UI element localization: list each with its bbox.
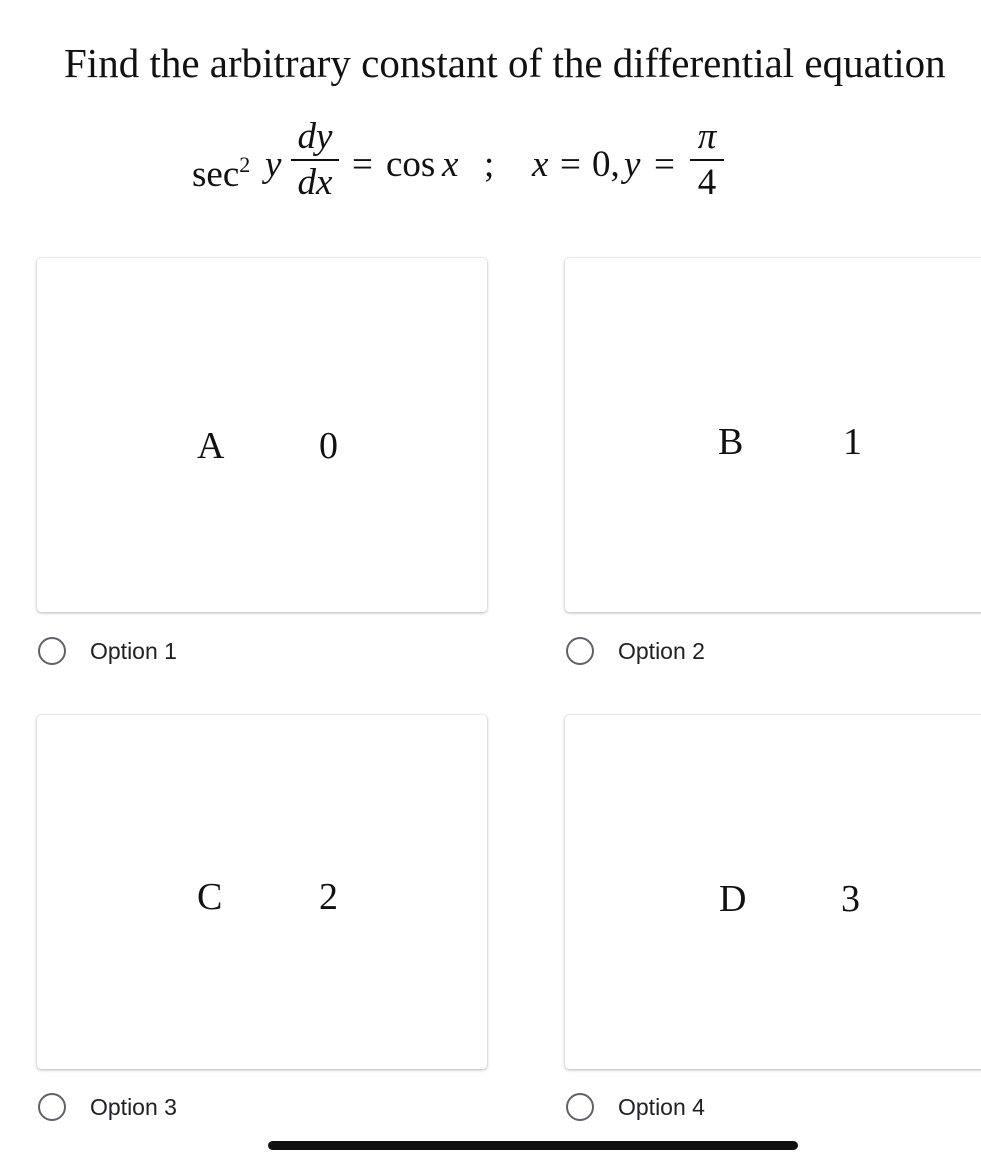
option-letter: B [718, 421, 744, 463]
option-value: 1 [843, 421, 862, 463]
option-radio-1[interactable] [38, 631, 177, 671]
radio-circle-icon[interactable] [38, 1093, 66, 1121]
option-letter: C [197, 876, 223, 918]
option-letter: A [197, 425, 225, 467]
eq-equals-1: = [352, 144, 373, 185]
home-indicator[interactable] [268, 1141, 798, 1150]
option-label: Option 4 [618, 1093, 705, 1120]
option-radio-3[interactable] [38, 1087, 177, 1127]
radio-circle-icon[interactable] [566, 1093, 594, 1121]
radio-circle-icon[interactable] [566, 637, 594, 665]
eq-four: 4 [697, 162, 717, 203]
option-value: 2 [319, 876, 338, 918]
eq-cos: cos [386, 144, 436, 185]
eq-pi-over-4 [690, 115, 724, 205]
option-value: 0 [319, 425, 338, 467]
option-card-3[interactable] [37, 715, 487, 1069]
option-label: Option 2 [618, 637, 705, 664]
eq-pi: π [697, 116, 717, 157]
eq-equals-3: = [654, 144, 675, 185]
eq-sec: $\sec^2$ [192, 152, 251, 195]
radio-circle-icon[interactable] [38, 637, 66, 665]
option-radio-4[interactable] [566, 1087, 705, 1127]
eq-cond-x-value: 0, [592, 144, 620, 185]
eq-dx: dx [297, 162, 333, 203]
question [0, 0, 981, 240]
option-value: 3 [841, 878, 860, 920]
eq-dy-dx-fraction [291, 115, 339, 205]
option-label: Option 3 [90, 1093, 177, 1120]
option-letter: D [719, 878, 747, 920]
eq-separator: ; [484, 144, 495, 185]
eq-cond-x: x [532, 144, 549, 185]
eq-cond-y: y [624, 144, 641, 185]
eq-x: x [442, 144, 459, 185]
option-card-4[interactable] [565, 715, 981, 1069]
eq-dy: dy [297, 116, 333, 157]
option-card-2[interactable] [565, 258, 981, 612]
option-card-1[interactable] [37, 258, 487, 612]
option-radio-2[interactable] [566, 631, 705, 671]
question-text: Find the arbitrary constant of the differential equation [64, 40, 946, 86]
eq-equals-2: = [560, 144, 581, 185]
option-label: Option 1 [90, 637, 177, 664]
eq-y: y [265, 144, 282, 185]
